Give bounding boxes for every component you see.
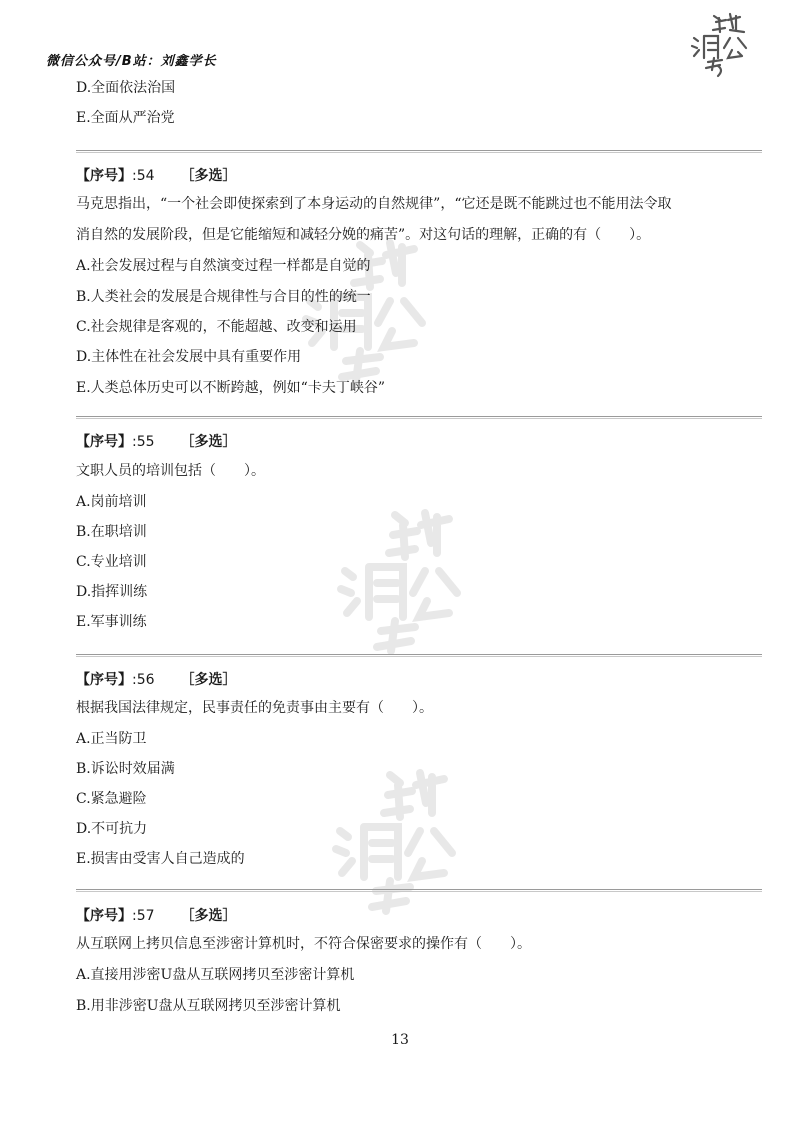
question-divider xyxy=(76,889,762,892)
option-line: B.诉讼时效届满 xyxy=(76,761,175,777)
question-stem: 从互联网上拷贝信息至涉密计算机时，不符合保密要求的操作有（ ）。 xyxy=(76,936,531,952)
question-stem: 消自然的发展阶段，但是它能缩短和减轻分娩的痛苦”。对这句话的理解，正确的有（ ）。 xyxy=(76,227,651,243)
question-type: ［多选］ xyxy=(180,434,237,450)
page-number: 13 xyxy=(391,1032,409,1048)
option-line: A.正当防卫 xyxy=(76,731,147,747)
question-header xyxy=(76,166,237,186)
option-line: E.人类总体历史可以不断跨越，例如“卡夫丁峡谷” xyxy=(76,380,385,396)
option-line: C.专业培训 xyxy=(76,554,147,570)
option-line: D.全面依法治国 xyxy=(76,80,176,96)
brand-seal-logo xyxy=(686,8,756,78)
question-header xyxy=(76,432,237,452)
question-type: ［多选］ xyxy=(180,672,237,688)
question-label: 【序号】 xyxy=(76,908,132,924)
question-header xyxy=(76,906,237,926)
brand-watermark xyxy=(325,505,475,665)
question-number: :57 xyxy=(132,908,155,924)
question-header xyxy=(76,670,237,690)
question-stem: 马克思指出，“一个社会即使探索到了本身运动的自然规律”，“它还是既不能跳过也不能用法令取 xyxy=(76,196,672,212)
option-line: D.主体性在社会发展中具有重要作用 xyxy=(76,349,302,365)
option-line: A.直接用涉密U盘从互联网拷贝至涉密计算机 xyxy=(76,967,355,983)
question-number: :54 xyxy=(132,168,155,184)
option-line: C.社会规律是客观的，不能超越、改变和运用 xyxy=(76,319,357,335)
question-stem: 文职人员的培训包括（ ）。 xyxy=(76,463,265,479)
option-line: C.紧急避险 xyxy=(76,791,147,807)
question-label: 【序号】 xyxy=(76,672,132,688)
question-type: ［多选］ xyxy=(180,908,237,924)
option-line: E.全面从严治党 xyxy=(76,110,175,126)
option-line: B.人类社会的发展是合规律性与合目的性的统一 xyxy=(76,289,371,305)
option-line: E.损害由受害人自己造成的 xyxy=(76,851,245,867)
option-line: A.社会发展过程与自然演变过程一样都是自觉的 xyxy=(76,258,371,274)
question-stem: 根据我国法律规定，民事责任的免责事由主要有（ ）。 xyxy=(76,700,433,716)
question-divider xyxy=(76,416,762,419)
question-type: ［多选］ xyxy=(180,168,237,184)
option-line: A.岗前培训 xyxy=(76,494,147,510)
question-label: 【序号】 xyxy=(76,434,132,450)
question-label: 【序号】 xyxy=(76,168,132,184)
header-source-text: 微信公众号/B站：刘鑫学长 xyxy=(46,54,217,69)
option-line: B.在职培训 xyxy=(76,524,147,540)
option-line: D.不可抗力 xyxy=(76,821,148,837)
question-number: :56 xyxy=(132,672,155,688)
brand-watermark xyxy=(320,765,470,925)
question-divider xyxy=(76,654,762,657)
option-line: E.军事训练 xyxy=(76,614,147,630)
option-line: B.用非涉密U盘从互联网拷贝至涉密计算机 xyxy=(76,998,341,1014)
question-number: :55 xyxy=(132,434,155,450)
question-divider xyxy=(76,150,762,153)
option-line: D.指挥训练 xyxy=(76,584,148,600)
